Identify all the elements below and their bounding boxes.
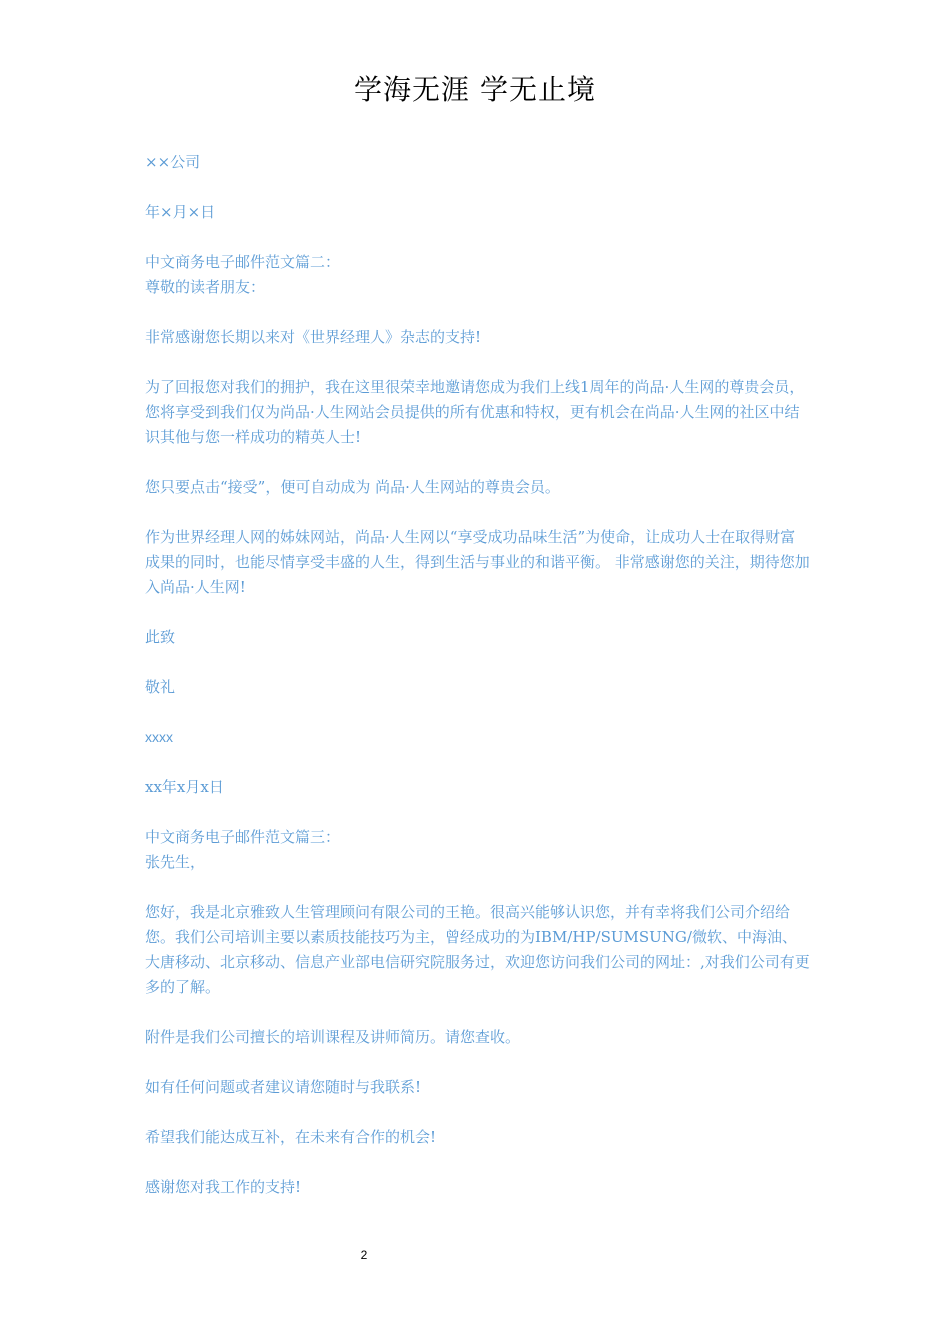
paragraph: 您好，我是北京雅致人生管理顾问有限公司的王艳。很高兴能够认识您，并有幸将我们公司介绍给您。我们公司培训主要以素质技能技巧为主，曾经成功的为IBM/HP/SUMSUNG/微软、中海油、大唐移动、北京移动、信息产业部电信研究院服务过，欢迎您访问我们公司的网址：,对我们公司有更多的了解。: [145, 903, 810, 996]
signature: xxxx: [145, 729, 173, 745]
paragraph: 非常感谢您长期以来对《世界经理人》杂志的支持!: [145, 328, 482, 346]
paragraph: 附件是我们公司擅长的培训课程及讲师简历。请您查收。: [145, 1028, 521, 1046]
page-number: 2: [360, 1248, 368, 1262]
closing-line: 敬礼: [145, 678, 176, 696]
paragraph: 作为世界经理人网的姊妹网站，尚品·人生网以“享受成功品味生活”为使命，让成功人士在取得财富成果的同时，也能尽情享受丰盛的人生，得到生活与事业的和谐平衡。 非常感谢您的关注，期待您加入尚品·人生网!: [145, 528, 810, 596]
paragraph: 希望我们能达成互补，在未来有合作的机会!: [145, 1128, 437, 1146]
section-title: 中文商务电子邮件范文篇三：: [145, 828, 341, 846]
closing-line: 此致: [145, 628, 176, 646]
company-line: ××公司: [145, 153, 201, 171]
salutation: 张先生，: [145, 853, 206, 871]
paragraph: 感谢您对我工作的支持!: [145, 1178, 302, 1196]
salutation: 尊敬的读者朋友：: [145, 278, 266, 296]
paragraph: 您只要点击“接受”，便可自动成为 尚品·人生网站的尊贵会员。: [145, 478, 560, 496]
paragraph: 为了回报您对我们的拥护，我在这里很荣幸地邀请您成为我们上线1周年的尚品·人生网的尊贵会员，您将享受到我们仅为尚品·人生网站会员提供的所有优惠和特权，更有机会在尚品·人生网的社区中结识其他与您一样成功的精英人士!: [145, 378, 805, 446]
paragraph: 如有任何问题或者建议请您随时与我联系!: [145, 1078, 422, 1096]
signature-date: xx年x月x日: [145, 778, 224, 796]
date-line: 年×月×日: [145, 203, 216, 221]
page-header: 学海无涯 学无止境: [354, 73, 596, 106]
letter-body: [145, 150, 810, 1200]
section-title: 中文商务电子邮件范文篇二：: [145, 253, 341, 271]
